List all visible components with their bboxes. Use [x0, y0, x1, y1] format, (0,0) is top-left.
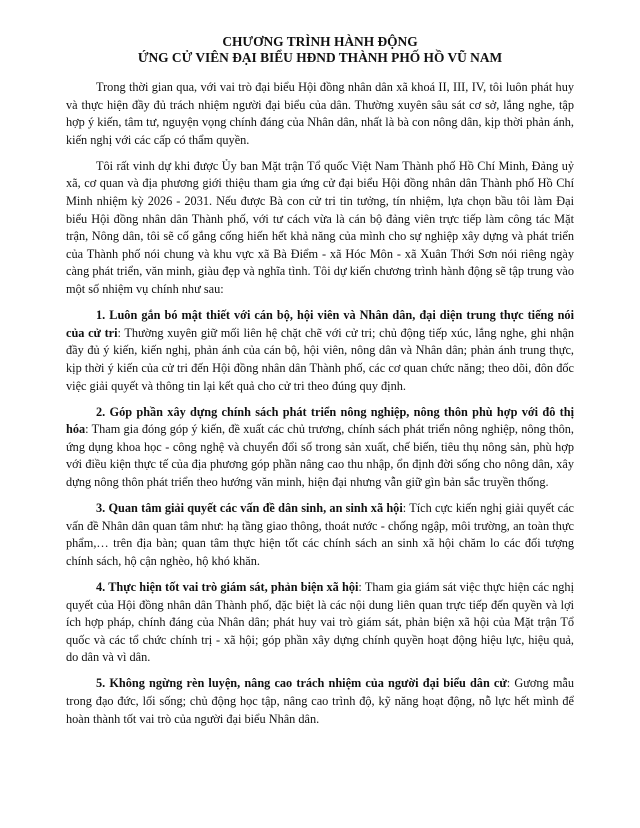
section-1 — [66, 307, 574, 395]
section-2-body: : Tham gia đóng góp ý kiến, đề xuất các chủ trương, chính sách phát triển nông nghiệp, nông thôn, ứng dụng khoa học - công nghệ và chuyển đổi số trong sản xuất, chế biến, tiêu thụ nông sản, phù hợp với điều kiện thực tế của địa phương góp phần nâng cao thu nhập, ổn định đời sống cho nông dân, xây dựng nông thôn phát triển theo hướng văn minh, hiện đại nhưng vẫn giữ gìn bản sắc truyền thống. — [66, 422, 574, 489]
section-3 — [66, 500, 574, 570]
document-title: CHƯƠNG TRÌNH HÀNH ĐỘNG — [222, 34, 418, 49]
document-subtitle: ỨNG CỬ VIÊN ĐẠI BIỂU HĐND THÀNH PHỐ HỒ VŨ NAM — [137, 49, 503, 65]
section-2-heading: 2. Góp phần xây dựng chính sách phát triển nông nghiệp, nông thôn phù hợp với đô thị hóa — [66, 404, 574, 437]
section-1-heading: 1. Luôn gắn bó mật thiết với cán bộ, hội viên và Nhân dân, đại diện trung thực tiếng nói của cử tri — [66, 308, 574, 340]
section-5 — [66, 675, 574, 728]
section-4-heading: 4. Thực hiện tốt vai trò giám sát, phản biện xã hội — [96, 579, 359, 594]
intro-paragraph-1: Trong thời gian qua, với vai trò đại biểu Hội đồng nhân dân xã khoá II, III, IV, tôi luôn phát huy và thực hiện đầy đủ trách nhiệm người đại biểu của dân. Thường xuyên sâu sát cơ sở, lắng nghe, tập hợp ý kiến, tâm tư, nguyện vọng chính đáng của Nhân dân, nhất là bà con nông dân, kịp thời phản ánh, kiến nghị với các cấp có thẩm quyền. — [66, 80, 574, 147]
intro-paragraph-2: Tôi rất vinh dự khi được Ủy ban Mặt trận Tổ quốc Việt Nam Thành phố Hồ Chí Minh, Đảng uỷ xã, cơ quan và địa phương giới thiệu tham gia ứng cử đại biểu Hội đồng nhân dân Thành phố Hồ Chí Minh nhiệm kỳ 2026 - 2031. Nếu được Bà con cử tri tin tưởng, tín nhiệm, lựa chọn bầu tôi làm Đại biểu Hội đồng nhân dân Thành phố, với tư cách vừa là cán bộ đảng viên trực tiếp làm công tác Mặt trận, Nông dân, tôi sẽ cố gắng cống hiến hết khả năng của mình cho sự nghiệp xây dựng và phát triển của Thành phố nói chung và khu vực xã Bà Điểm - xã Hóc Môn - xã Xuân Thới Sơn nói riêng ngày càng phát triển, văn minh, giàu đẹp và nghĩa tình. Tôi dự kiến chương trình hành động sẽ tập trung vào một số nhiệm vụ chính như sau: — [66, 158, 574, 297]
section-1-body: : Thường xuyên giữ mối liên hệ chặt chẽ với cử tri; chủ động tiếp xúc, lắng nghe, ghi nhận đầy đủ ý kiến, kiến nghị, phản ánh của cán bộ, hội viên, nông dân và Nhân dân; phản ánh trung thực, kịp thời ý kiến của cử tri đến Hội đồng nhân dân Thành phố, các cơ quan chức năng; theo dõi, đôn đốc việc giải quyết và thông tin lại kết quả cho cử tri theo đúng quy định. — [66, 325, 574, 393]
section-3-heading: 3. Quan tâm giải quyết các vấn đề dân sinh, an sinh xã hội — [96, 501, 403, 516]
section-4 — [66, 579, 574, 667]
section-3-body: : Tích cực kiến nghị giải quyết các vấn đề Nhân dân quan tâm như: hạ tầng giao thông, thoát nước - chống ngập, môi trường, an toàn thực phẩm,… trên địa bàn; quan tâm thực hiện tốt các chính sách an sinh xã hội chăm lo các đối tượng chính sách, hộ cận nghèo, hộ khó khăn. — [66, 501, 574, 568]
section-5-heading: 5. Không ngừng rèn luyện, nâng cao trách nhiệm của người đại biểu dân cử — [96, 676, 507, 691]
section-4-body: : Tham gia giám sát việc thực hiện các nghị quyết của Hội đồng nhân dân Thành phố, đặc biệt là các nội dung liên quan trực tiếp đến quyền và lợi ích hợp pháp, chính đáng của Nhân dân; phát huy vai trò giám sát, phản biện xã hội của Mặt trận Tổ quốc và các tổ chức chính trị - xã hội; góp phần xây dựng chính quyền hoạt động hiệu lực, hiệu quả, do dân và vì dân. — [66, 579, 574, 665]
section-2 — [66, 404, 574, 492]
section-5-body: : Gương mẫu trong đạo đức, lối sống; chủ động học tập, nâng cao trình độ, kỹ năng hoạt động, nỗ lực hết mình để hoàn thành tốt vai trò của người đại biểu Nhân dân. — [66, 676, 574, 726]
